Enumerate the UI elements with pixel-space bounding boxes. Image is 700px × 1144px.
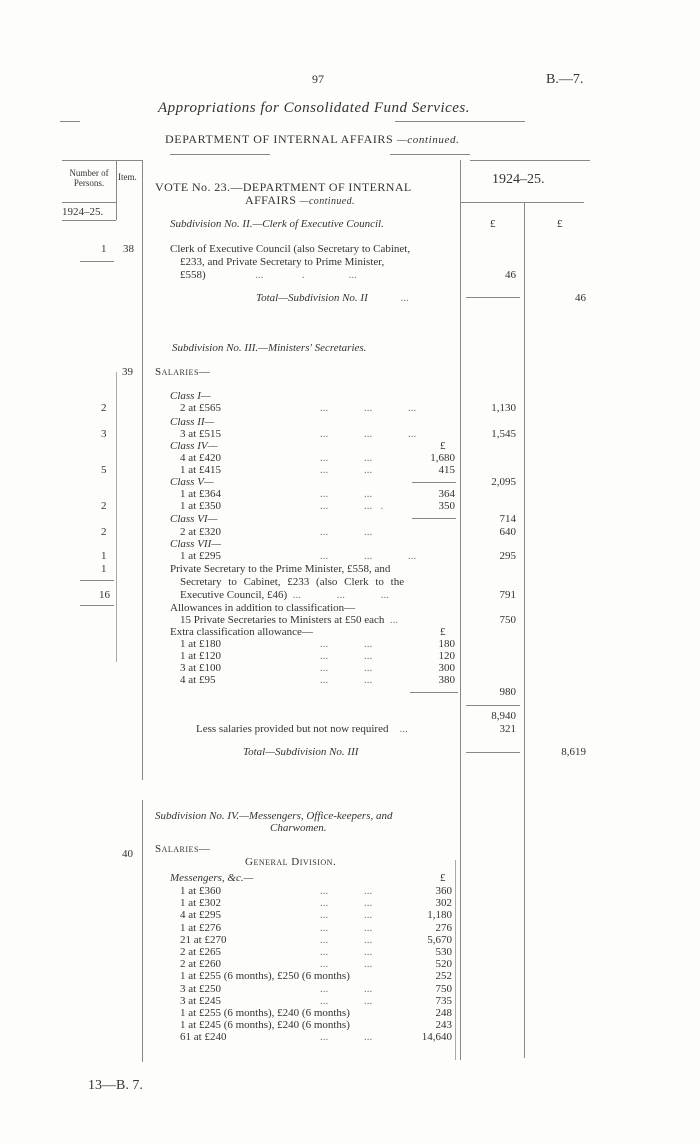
divider (395, 121, 525, 122)
divider (412, 518, 456, 519)
dots: ... ... (320, 982, 373, 995)
sub3-c5-row2: 1 at £350 (180, 500, 221, 512)
year-persons: 1924–25. (62, 206, 104, 218)
sub2-persons: 1 (101, 243, 107, 255)
sub4-row-label: 3 at £245 (180, 994, 221, 1007)
sub3-c7-persons: 1 (101, 550, 107, 562)
divider (60, 121, 80, 122)
vote-title-line2: AFFAIRS —continued. (245, 193, 355, 207)
document-code: B.—7. (546, 72, 584, 87)
sub3-e-row3-amount: 300 (438, 662, 455, 674)
subdivision-4-heading-line2: Charwomen. (270, 822, 327, 834)
sub4-row-amount: 750 (435, 982, 452, 995)
divider (412, 482, 456, 483)
sub4-row-amount: 360 (435, 885, 452, 897)
dots: ... ... (320, 650, 373, 662)
col-number-of-persons: Number of Persons. (69, 168, 109, 188)
sub3-e-row4-amount: 380 (438, 674, 455, 686)
sub3-e-row1: 1 at £180 (180, 638, 221, 650)
header-rule (62, 160, 142, 161)
sub3-total: 8,619 (561, 746, 586, 758)
sub4-row-amount: 302 (435, 897, 452, 910)
divider (390, 154, 470, 155)
sub4-row-label: 2 at £265 (180, 946, 221, 958)
sub4-division: General Division. (245, 856, 337, 868)
divider (80, 261, 114, 262)
sub3-class7: Class VII— (170, 538, 222, 550)
sub2-item: 38 (123, 243, 134, 255)
sub3-class6: Class VI— (170, 513, 218, 525)
sub3-c4-persons: 5 (101, 464, 107, 476)
sub3-c2-row: 3 at £515 (180, 428, 221, 440)
sub3-e-row1-amount: 180 (438, 638, 455, 650)
sub4-row-amount: 520 (435, 958, 452, 971)
sub3-c1-row: 2 at £565 (180, 402, 221, 414)
year-heading: 1924–25. (492, 172, 545, 187)
divider (466, 297, 520, 298)
subdivision-2-heading: Subdivision No. II.—Clerk of Executive Council. (170, 218, 384, 230)
sub2-total: 46 (575, 292, 586, 304)
sub3-extra-total: 980 (499, 686, 516, 698)
sub3-c6-persons: 2 (101, 526, 107, 538)
sub3-class1: Class I— (170, 390, 211, 402)
pound-col2: £ (557, 218, 563, 230)
col-item: Item. (118, 172, 137, 182)
sub4-row-label: 1 at £276 (180, 921, 221, 934)
footer-signature: 13—B. 7. (88, 1078, 143, 1093)
sub4-row-amount: 243 (435, 1019, 452, 1032)
sub3-extra-line: Extra classification allowance— (170, 626, 313, 638)
sub3-c2-persons: 3 (101, 428, 107, 440)
sub4-row-amount: 248 (435, 1007, 452, 1019)
column-rule (460, 160, 461, 1060)
sub3-c1-amount: 1,130 (491, 402, 516, 414)
sub2-total-label: Total—Subdivision No. II ... (256, 292, 409, 304)
sub3-class2: Class II— (170, 416, 215, 428)
sub3-e-row2: 1 at £120 (180, 650, 221, 662)
sub3-ps-line1: Private Secretary to the Prime Minister, £558, and (170, 563, 391, 575)
sub4-row-label: 1 at £255 (6 months), £240 (6 months) (180, 1007, 350, 1019)
divider (410, 692, 458, 693)
dots: ... ... ... (320, 402, 417, 414)
sub3-allow-line2: 15 Private Secretaries to Ministers at £50 each ... (180, 614, 399, 626)
sub3-c2-amount: 1,545 (491, 428, 516, 440)
sub3-item: 39 (122, 366, 133, 378)
column-rule (142, 800, 143, 1062)
sub2-amount: 46 (505, 269, 516, 281)
page-number: 97 (312, 72, 324, 86)
dots: ... ... (320, 638, 373, 650)
column-rule (455, 860, 456, 1060)
sub3-total-label: Total—Subdivision No. III (243, 746, 359, 758)
sub4-item: 40 (122, 848, 133, 860)
sub3-c6-amount: 640 (499, 526, 516, 538)
sub3-e-row3: 3 at £100 (180, 662, 221, 674)
divider (80, 580, 114, 581)
page-title: Appropriations for Consolidated Fund Services. (158, 100, 471, 116)
sub3-subtotal-persons: 16 (99, 589, 110, 601)
sub3-ps-line3: Executive Council, £46) ... ... ... (180, 589, 389, 601)
vote-title: VOTE No. 23.—DEPARTMENT OF INTERNAL (155, 180, 412, 194)
sub4-row-label: 21 at £270 (180, 933, 227, 946)
sub3-c4-pound: £ (440, 440, 446, 452)
sub3-c6-row: 2 at £320 (180, 526, 221, 538)
sub3-c5-persons: 2 (101, 500, 107, 512)
dots: ... ... (320, 897, 373, 910)
sub4-row-amount: 530 (435, 946, 452, 958)
divider (466, 705, 520, 706)
sub3-c5-amount: 714 (499, 513, 516, 525)
column-rule (116, 372, 117, 662)
sub3-allow-line1: Allowances in addition to classification— (170, 602, 356, 614)
sub3-e-row2-amount: 120 (438, 650, 455, 662)
dots: ... ... ... (320, 428, 417, 440)
header-rule (62, 220, 116, 221)
sub3-class4: Class IV— (170, 440, 218, 452)
sub3-less-label: Less salaries provided but not now required ... (196, 723, 408, 735)
dots: ... ... (320, 933, 373, 946)
sub3-allow-amount: 750 (499, 614, 516, 626)
sub3-c4-row2: 1 at £415 (180, 464, 221, 476)
sub3-c7-row: 1 at £295 (180, 550, 221, 562)
sub4-row-label: 2 at £260 (180, 958, 221, 971)
sub3-c4-row1-amount: 1,680 (430, 452, 455, 464)
sub4-pound: £ (440, 872, 446, 884)
divider (170, 154, 270, 155)
dots: ... ... (320, 921, 373, 934)
sub4-row-amount: 1,180 (427, 909, 452, 922)
sub3-c5-row1: 1 at £364 (180, 488, 221, 500)
sub4-row-amount: 276 (435, 921, 452, 934)
sub4-row-amount: 252 (435, 970, 452, 983)
sub3-c5-row1-amount: 364 (438, 488, 455, 500)
column-rule (524, 202, 525, 1058)
sub4-row-label: 1 at £302 (180, 897, 221, 910)
sub4-row-label: 61 at £240 (180, 1031, 227, 1044)
sub4-row-label: 1 at £245 (6 months), £240 (6 months) (180, 1019, 350, 1032)
sub4-row-label: 3 at £250 (180, 982, 221, 995)
sub3-ps-line2: Secretary to Cabinet, £233 (also Clerk to the (180, 576, 405, 588)
sub3-class5: Class V— (170, 476, 214, 488)
sub4-row-amount: 14,640 (421, 1031, 452, 1044)
header-rule (460, 202, 584, 203)
sub2-line1: Clerk of Executive Council (also Secretary to Cabinet, (170, 243, 411, 255)
sub4-row-label: 1 at £255 (6 months), £250 (6 months) (180, 970, 350, 983)
dots: ... ... (320, 452, 373, 464)
sub3-ps-persons: 1 (101, 563, 107, 575)
dots: ... ... (320, 909, 373, 922)
sub3-less-amount: 321 (499, 723, 516, 735)
sub4-row-amount: 5,670 (427, 933, 452, 946)
sub3-e-row4: 4 at £95 (180, 674, 216, 686)
dots: ... ... (320, 464, 373, 476)
divider (466, 752, 520, 753)
dots: ... ... ... (320, 550, 417, 562)
dots: ... ... (320, 488, 373, 500)
dots: ... ... (320, 662, 373, 674)
dots: ... ... (320, 994, 373, 1007)
sub3-ps-amount: 791 (499, 589, 516, 601)
sub3-c4-row1: 4 at £420 (180, 452, 221, 464)
sub3-c5-row2-amount: 350 (438, 500, 455, 512)
subdivision-4-heading: Subdivision No. IV.—Messengers, Office-keepers, and (155, 810, 393, 822)
pound-col1: £ (490, 218, 496, 230)
sub4-row-label: 1 at £360 (180, 885, 221, 897)
sub4-messengers: Messengers, &c.— (170, 872, 254, 884)
sub3-c4-amount: 2,095 (491, 476, 516, 488)
dots: ... ... (320, 674, 373, 686)
sub4-row-label: 4 at £295 (180, 909, 221, 922)
department-heading: DEPARTMENT OF INTERNAL AFFAIRS —continued. (165, 132, 460, 146)
header-rule (62, 202, 116, 203)
sub3-gross: 8,940 (491, 710, 516, 722)
dots: ... ... (320, 1031, 373, 1044)
sub4-salaries: Salaries— (155, 843, 211, 855)
sub2-line2: £233, and Private Secretary to Prime Minister, (180, 256, 385, 268)
sub3-extra-pound: £ (440, 626, 446, 638)
column-rule (116, 160, 117, 220)
subdivision-3-heading: Subdivision No. III.—Ministers' Secretaries. (172, 342, 367, 354)
sub3-salaries: Salaries— (155, 366, 211, 378)
dots: ... ... (320, 885, 373, 897)
dots: ... ... (320, 526, 373, 538)
dots: ... ... (320, 958, 373, 971)
sub2-line3: £558) ... . ... (180, 269, 357, 281)
sub3-c7-amount: 295 (499, 550, 516, 562)
dots: ... ... . (320, 500, 384, 512)
header-rule (470, 160, 590, 161)
sub3-c4-row2-amount: 415 (438, 464, 455, 476)
divider (80, 605, 114, 606)
column-rule (142, 160, 143, 780)
dots: ... ... (320, 946, 373, 958)
sub3-c1-persons: 2 (101, 402, 107, 414)
sub4-row-amount: 735 (435, 994, 452, 1007)
